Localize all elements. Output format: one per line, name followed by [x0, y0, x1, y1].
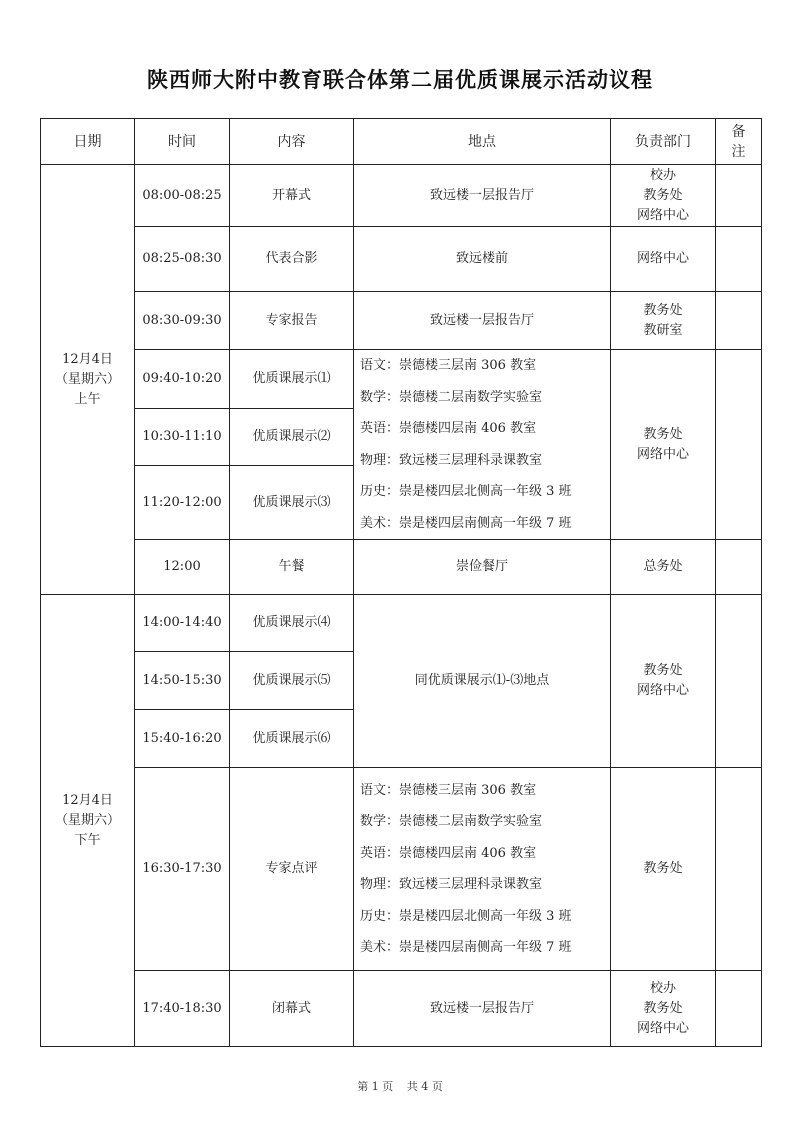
- content-cell: 闭幕式: [230, 971, 354, 1047]
- dept-cell: 教务处 网络中心: [611, 350, 716, 540]
- header-content: 内容: [230, 119, 354, 165]
- dept-cell: 网络中心: [611, 227, 716, 292]
- content-cell: 优质课展示⑹: [230, 710, 354, 768]
- header-date: 日期: [41, 119, 135, 165]
- table-row: [41, 768, 762, 971]
- content-cell: 优质课展示⑵: [230, 409, 354, 466]
- note-cell: [716, 227, 762, 292]
- content-cell: 优质课展示⑷: [230, 595, 354, 652]
- content-cell: 专家点评: [230, 768, 354, 971]
- note-cell: [716, 165, 762, 227]
- table-row: [41, 165, 762, 227]
- time-cell: 08:00-08:25: [135, 165, 230, 227]
- time-cell: 16:30-17:30: [135, 768, 230, 971]
- date-cell-morning: 12月4日 （星期六） 上午: [41, 165, 135, 595]
- dept-cell: 教务处 教研室: [611, 292, 716, 350]
- header-row: [41, 119, 762, 165]
- note-cell: [716, 540, 762, 595]
- time-cell: 09:40-10:20: [135, 350, 230, 409]
- header-time: 时间: [135, 119, 230, 165]
- table-row: [41, 540, 762, 595]
- date-cell-afternoon: 12月4日 （星期六） 下午: [41, 595, 135, 1047]
- table-row: [41, 350, 762, 409]
- content-cell: 午餐: [230, 540, 354, 595]
- table-row: [41, 595, 762, 652]
- content-cell: 优质课展示⑸: [230, 652, 354, 710]
- table-row: [41, 971, 762, 1047]
- time-cell: 14:00-14:40: [135, 595, 230, 652]
- page-number: 第 1 页: [357, 1080, 394, 1093]
- venue-cell: 致远楼一层报告厅: [354, 165, 611, 227]
- venue-cell: 同优质课展示⑴-⑶地点: [354, 595, 611, 768]
- note-cell: [716, 292, 762, 350]
- header-note: 备 注: [716, 119, 762, 165]
- time-cell: 14:50-15:30: [135, 652, 230, 710]
- venue-cell: 致远楼一层报告厅: [354, 971, 611, 1047]
- time-cell: 12:00: [135, 540, 230, 595]
- table-row: [41, 292, 762, 350]
- dept-cell: 教务处: [611, 768, 716, 971]
- review-venue-list: 语文：崇德楼三层南 306 教室 数学：崇德楼二层南数学实验室 英语：崇德楼四层南 406 教室 物理：致远楼三层理科录课教室 历史：崇是楼四层北侧高一年级 3 班 美术：崇是楼四层南侧高一年级 7 班: [354, 768, 611, 971]
- time-cell: 08:30-09:30: [135, 292, 230, 350]
- header-dept: 负责部门: [611, 119, 716, 165]
- table-row: [41, 227, 762, 292]
- note-cell: [716, 350, 762, 540]
- header-venue: 地点: [354, 119, 611, 165]
- venue-cell: 致远楼一层报告厅: [354, 292, 611, 350]
- page-total: 共 4 页: [406, 1080, 443, 1093]
- time-cell: 11:20-12:00: [135, 466, 230, 540]
- content-cell: 优质课展示⑶: [230, 466, 354, 540]
- time-cell: 17:40-18:30: [135, 971, 230, 1047]
- lesson-venue-list: 语文：崇德楼三层南 306 教室 数学：崇德楼二层南数学实验室 英语：崇德楼四层南 406 教室 物理：致远楼三层理科录课教室 历史：崇是楼四层北侧高一年级 3 班 美术：崇是楼四层南侧高一年级 7 班: [354, 350, 611, 540]
- venue-cell: 崇俭餐厅: [354, 540, 611, 595]
- dept-cell: 校办 教务处 网络中心: [611, 165, 716, 227]
- time-cell: 15:40-16:20: [135, 710, 230, 768]
- note-cell: [716, 768, 762, 971]
- content-cell: 专家报告: [230, 292, 354, 350]
- venue-cell: 致远楼前: [354, 227, 611, 292]
- note-cell: [716, 595, 762, 768]
- dept-cell: 教务处 网络中心: [611, 595, 716, 768]
- dept-cell: 总务处: [611, 540, 716, 595]
- content-cell: 开幕式: [230, 165, 354, 227]
- content-cell: 代表合影: [230, 227, 354, 292]
- note-cell: [716, 971, 762, 1047]
- page-footer: [0, 1078, 800, 1094]
- time-cell: 10:30-11:10: [135, 409, 230, 466]
- agenda-table: [40, 118, 762, 1047]
- content-cell: 优质课展示⑴: [230, 350, 354, 409]
- page-title: 陕西师大附中教育联合体第二届优质课展示活动议程: [147, 68, 653, 92]
- dept-cell: 校办 教务处 网络中心: [611, 971, 716, 1047]
- time-cell: 08:25-08:30: [135, 227, 230, 292]
